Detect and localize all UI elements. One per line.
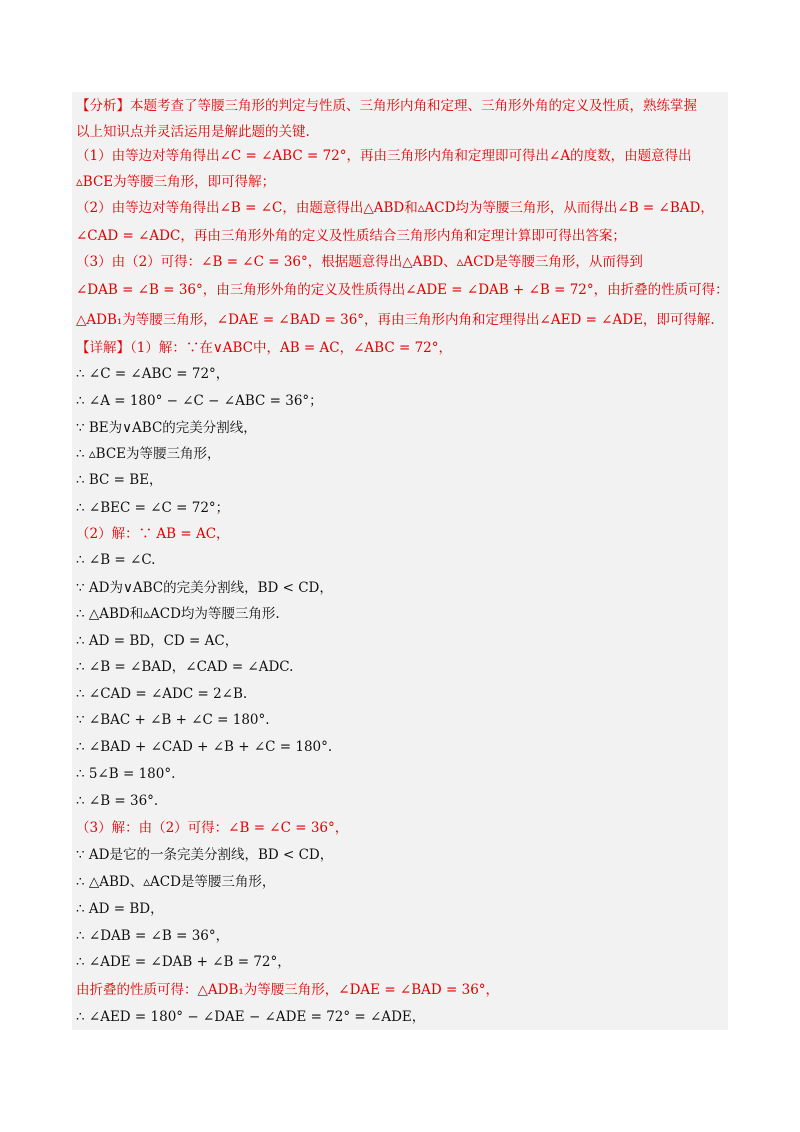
analysis-line: （2）由等边对等角得出∠B = ∠C，由题意得出△ABD和▵ACD均为等腰三角形，从而得出∠B = ∠BAD， (76, 200, 714, 216)
detail-line: ∴ ∠AED = 180° − ∠DAE − ∠ADE = 72° = ∠ADE， (76, 1009, 426, 1025)
detail-line: ∴ AD = BD， (76, 901, 164, 917)
analysis-line: （1）由等边对等角得出∠C = ∠ABC = 72°，再由三角形内角和定理即可得出∠A的度数，由题意得出 (76, 148, 692, 164)
detail-line: ∴ ∠ADE = ∠DAB + ∠B = 72°， (76, 954, 291, 970)
detail-line: ∴ ∠C = ∠ABC = 72°， (76, 366, 230, 382)
detail-line: ∴ △ABD、▵ACD是等腰三角形， (76, 874, 276, 890)
analysis-line: 【分析】本题考查了等腰三角形的判定与性质、三角形内角和定理、三角形外角的定义及性质，熟练掌握 (76, 98, 697, 114)
detail-line: （3）解：由（2）可得：∠B = ∠C = 36°， (76, 820, 349, 836)
detail-line: ∵ AD是它的一条完美分割线，BD < CD， (76, 847, 334, 863)
detail-line: 【详解】（1）解：∵在∨ABC中，AB = AC，∠ABC = 72°， (76, 340, 452, 356)
detail-line: ∴ 5∠B = 180°. (76, 766, 176, 782)
detail-line: ∴ ∠BEC = ∠C = 72°； (76, 500, 230, 516)
detail-line: ∴ ∠A = 180° − ∠C − ∠ABC = 36°； (76, 393, 323, 409)
detail-line: ∴ BC = BE， (76, 472, 163, 488)
detail-line: （2）解：∵ AB = AC， (76, 526, 230, 542)
detail-line: ∵ ∠BAC + ∠B + ∠C = 180°. (76, 712, 270, 728)
detail-line: ∴ ∠B = ∠BAD，∠CAD = ∠ADC. (76, 659, 294, 675)
analysis-line: 以上知识点并灵活运用是解此题的关键. (76, 124, 310, 140)
detail-line: ∴ ∠B = ∠C. (76, 552, 156, 568)
analysis-line: ∠DAB = ∠B = 36°，由三角形外角的定义及性质得出∠ADE = ∠DAB + ∠B = 72°，由折叠的性质可得： (76, 282, 729, 298)
detail-line: ∴ △ABD和▵ACD均为等腰三角形. (76, 606, 280, 622)
detail-line: ∴ ∠DAB = ∠B = 36°， (76, 928, 230, 944)
detail-line: 由折叠的性质可得：△ADB₁为等腰三角形，∠DAE = ∠BAD = 36°， (76, 982, 500, 998)
detail-line: ∴ AD = BD，CD = AC， (76, 633, 239, 649)
analysis-line: △ADB₁为等腰三角形，∠DAE = ∠BAD = 36°，再由三角形内角和定理得出∠AED = ∠ADE，即可得解. (76, 312, 715, 328)
detail-line: ∴ ∠BAD + ∠CAD + ∠B + ∠C = 180°. (76, 739, 333, 755)
analysis-line: （3）由（2）可得：∠B = ∠C = 36°，根据题意得出△ABD、▵ACD是等腰三角形，从而得到 (76, 254, 643, 270)
analysis-line: ▵BCE为等腰三角形，即可得解； (76, 174, 276, 190)
detail-line: ∵ BE为∨ABC的完美分割线， (76, 420, 257, 436)
analysis-line: ∠CAD = ∠ADC，再由三角形外角的定义及性质结合三角形内角和定理计算即可得出答案； (76, 228, 626, 244)
detail-line: ∵ AD为∨ABC的完美分割线，BD < CD， (76, 580, 333, 596)
detail-line: ∴ ∠CAD = ∠ADC = 2∠B. (76, 686, 248, 702)
detail-line: ∴ ▵BCE为等腰三角形， (76, 446, 221, 462)
detail-line: ∴ ∠B = 36°. (76, 793, 159, 809)
